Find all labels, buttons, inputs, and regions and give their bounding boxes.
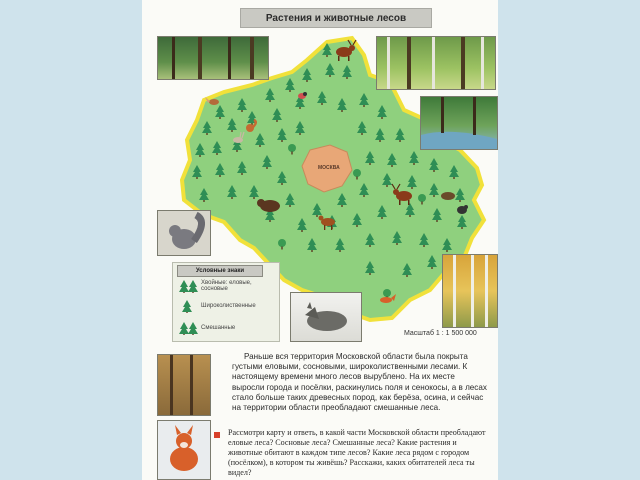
city-label: МОСКВА — [318, 165, 340, 171]
broadleaf-tree-icon — [179, 299, 201, 313]
spruce-forest-photo — [157, 36, 269, 80]
textbook-page — [142, 0, 498, 480]
legend-label: Широколиственные — [201, 303, 256, 309]
squirrel-photo — [157, 210, 211, 256]
map-scale: Масштаб 1 : 1 500 000 — [404, 330, 477, 337]
mixed-trees-icon — [179, 321, 201, 335]
autumn-forest-photo — [157, 354, 211, 416]
page-title: Растения и животные лесов — [240, 8, 432, 28]
conifer-trees-icon — [179, 279, 201, 293]
stream-forest-photo — [420, 96, 498, 150]
legend-title: Условные знаки — [177, 265, 263, 277]
question-marker-icon — [214, 432, 220, 438]
map-legend — [172, 262, 280, 342]
legend-item-mixed — [179, 321, 235, 335]
legend-label: Хвойные: еловые, сосновые — [201, 280, 252, 292]
legend-item-conifer — [179, 279, 279, 293]
body-paragraph: Раньше вся территория Московской области была покрыта густыми еловыми, сосновыми, широколиственными лесами. К настоящему времени много лесов вырублено. На их месте выросли города и посёлки, раскинулись поля и сенокосы, а в лесах стало больше таких древесных пород, как берёза, осина, и сейчас на территории области преобладают смешанные леса. — [232, 352, 487, 413]
wolf-photo — [290, 292, 362, 342]
legend-label: Смешанные — [201, 325, 236, 331]
autumn-birch-photo — [442, 254, 498, 328]
fox-photo — [157, 420, 211, 480]
boar-icon — [441, 192, 455, 200]
mixed-forest-photo — [376, 36, 496, 90]
legend-item-broadleaf — [179, 299, 256, 313]
question-text: Рассмотри карту и ответь, в какой части Московской области преобладают еловые леса? Сосновые леса? Смешанные леса? Какие растения и животные обитают в каждом типе лесов? Какие леса рядом с городом (посёлком), в котором ты живёшь? Расскажи, каких обитателей леса ты видел? — [228, 428, 486, 477]
